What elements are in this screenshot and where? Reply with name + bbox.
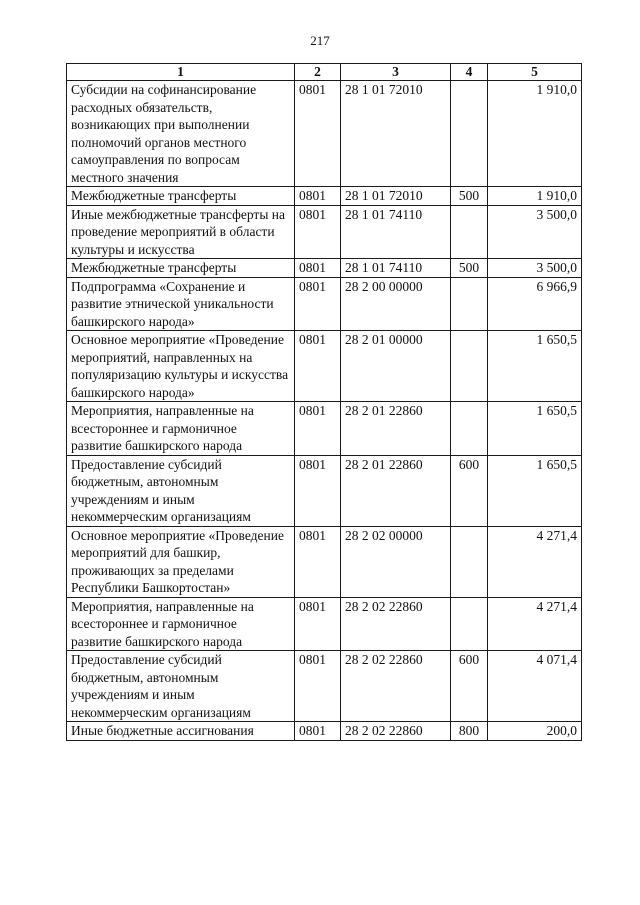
cell-amount: 1 650,5 xyxy=(488,402,582,456)
cell-amount: 1 910,0 xyxy=(488,187,582,206)
table-row xyxy=(67,722,582,741)
column-header-type: 4 xyxy=(451,64,488,81)
cell-name: Предоставление субсидий бюджетным, автономным учреждениям и иным некоммерческим организациям xyxy=(67,651,295,722)
cell-type xyxy=(451,277,488,331)
cell-type xyxy=(451,526,488,597)
table-row xyxy=(67,526,582,597)
cell-target: 28 1 01 72010 xyxy=(341,187,451,206)
table-header-row xyxy=(67,64,582,81)
cell-amount: 1 650,5 xyxy=(488,455,582,526)
page-number: 217 xyxy=(310,33,330,48)
cell-name: Основное мероприятие «Проведение мероприятий, направленных на популяризацию культуры и искусства башкирского народа» xyxy=(67,331,295,402)
column-header-target: 3 xyxy=(341,64,451,81)
table-row xyxy=(67,651,582,722)
cell-section: 0801 xyxy=(295,526,341,597)
cell-type: 600 xyxy=(451,651,488,722)
cell-target: 28 2 01 22860 xyxy=(341,402,451,456)
cell-type xyxy=(451,205,488,259)
table-body xyxy=(67,81,582,741)
cell-target: 28 2 01 00000 xyxy=(341,331,451,402)
cell-amount: 3 500,0 xyxy=(488,259,582,278)
column-header-amount: 5 xyxy=(488,64,582,81)
cell-type xyxy=(451,402,488,456)
cell-target: 28 1 01 74110 xyxy=(341,205,451,259)
cell-section: 0801 xyxy=(295,722,341,741)
cell-amount: 4 071,4 xyxy=(488,651,582,722)
table-row xyxy=(67,277,582,331)
cell-amount: 4 271,4 xyxy=(488,526,582,597)
cell-amount: 6 966,9 xyxy=(488,277,582,331)
cell-amount: 1 910,0 xyxy=(488,81,582,187)
cell-name: Межбюджетные трансферты xyxy=(67,259,295,278)
cell-name: Подпрограмма «Сохранение и развитие этнической уникальности башкирского народа» xyxy=(67,277,295,331)
cell-section: 0801 xyxy=(295,597,341,651)
column-header-section: 2 xyxy=(295,64,341,81)
cell-name: Предоставление субсидий бюджетным, автономным учреждениям и иным некоммерческим организациям xyxy=(67,455,295,526)
cell-amount: 4 271,4 xyxy=(488,597,582,651)
table-row xyxy=(67,259,582,278)
cell-name: Иные бюджетные ассигнования xyxy=(67,722,295,741)
table-row xyxy=(67,187,582,206)
table-row xyxy=(67,597,582,651)
cell-type: 600 xyxy=(451,455,488,526)
cell-type xyxy=(451,597,488,651)
cell-type: 800 xyxy=(451,722,488,741)
cell-target: 28 2 02 22860 xyxy=(341,597,451,651)
cell-target: 28 2 02 22860 xyxy=(341,722,451,741)
cell-target: 28 1 01 74110 xyxy=(341,259,451,278)
cell-name: Основное мероприятие «Проведение мероприятий для башкир, проживающих за пределами Республики Башкортостан» xyxy=(67,526,295,597)
cell-type xyxy=(451,81,488,187)
cell-section: 0801 xyxy=(295,187,341,206)
cell-name: Межбюджетные трансферты xyxy=(67,187,295,206)
cell-name: Мероприятия, направленные на всестороннее и гармоничное развитие башкирского народа xyxy=(67,402,295,456)
cell-section: 0801 xyxy=(295,455,341,526)
table-row xyxy=(67,331,582,402)
cell-target: 28 2 01 22860 xyxy=(341,455,451,526)
cell-section: 0801 xyxy=(295,331,341,402)
cell-section: 0801 xyxy=(295,651,341,722)
cell-amount: 200,0 xyxy=(488,722,582,741)
table-row xyxy=(67,402,582,456)
cell-target: 28 2 02 00000 xyxy=(341,526,451,597)
cell-name: Мероприятия, направленные на всестороннее и гармоничное развитие башкирского народа xyxy=(67,597,295,651)
cell-name: Иные межбюджетные трансферты на проведение мероприятий в области культуры и искусства xyxy=(67,205,295,259)
cell-target: 28 2 02 22860 xyxy=(341,651,451,722)
cell-section: 0801 xyxy=(295,205,341,259)
cell-section: 0801 xyxy=(295,259,341,278)
cell-type: 500 xyxy=(451,259,488,278)
cell-section: 0801 xyxy=(295,402,341,456)
cell-type: 500 xyxy=(451,187,488,206)
cell-amount: 3 500,0 xyxy=(488,205,582,259)
cell-section: 0801 xyxy=(295,81,341,187)
table-row xyxy=(67,455,582,526)
cell-section: 0801 xyxy=(295,277,341,331)
column-header-name: 1 xyxy=(67,64,295,81)
cell-target: 28 1 01 72010 xyxy=(341,81,451,187)
table-row xyxy=(67,205,582,259)
table-row xyxy=(67,81,582,187)
cell-name: Субсидии на софинансирование расходных обязательств, возникающих при выполнении полномочий органов местного самоуправления по вопросам местного значения xyxy=(67,81,295,187)
cell-amount: 1 650,5 xyxy=(488,331,582,402)
cell-target: 28 2 00 00000 xyxy=(341,277,451,331)
budget-table xyxy=(66,63,582,741)
cell-type xyxy=(451,331,488,402)
